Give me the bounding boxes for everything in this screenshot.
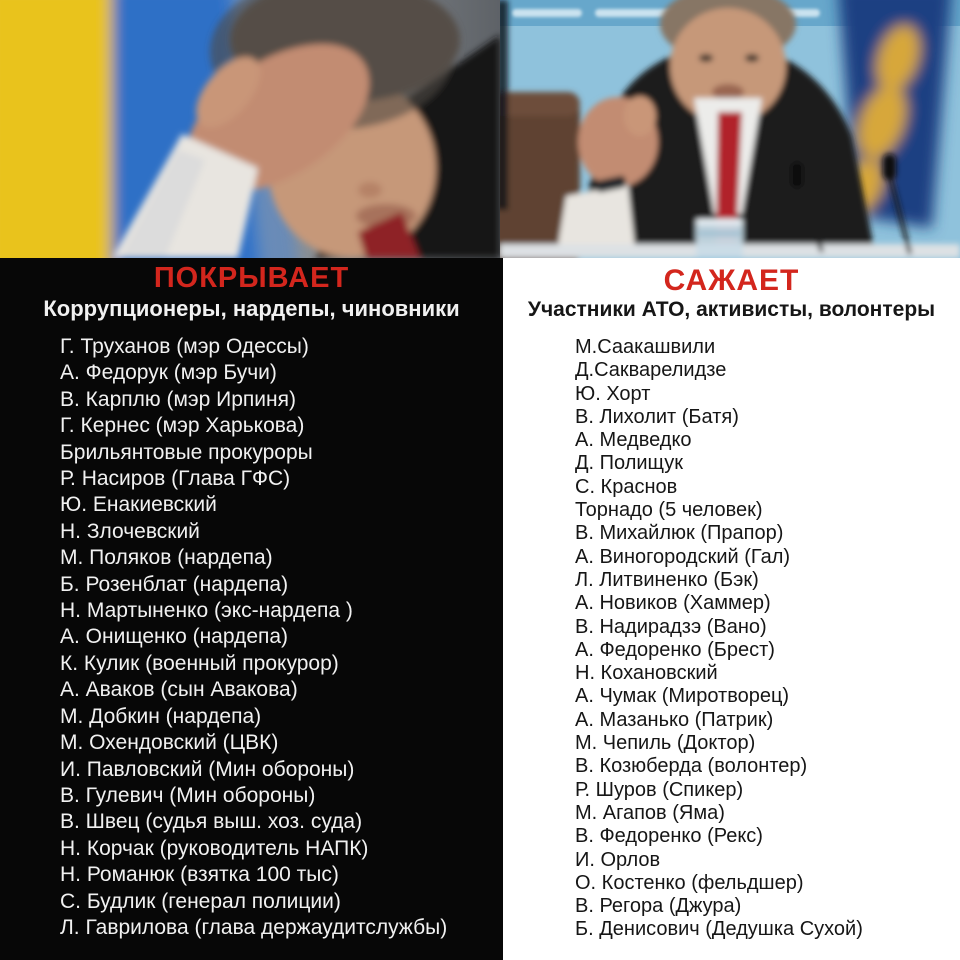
left-panel-subtitle: Коррупционеры, нардепы, чиновники [43,296,460,321]
list-item: Б. Розенблат (нардепа) [60,572,289,596]
list-item: В. Михайлюк (Прапор) [575,522,784,545]
list-item: В. Надирадзэ (Вано) [575,615,767,638]
list-item: О. Костенко (фельдшер) [575,871,804,894]
list-item: Л. Гаврилова (глава держаудитслужбы) [60,915,448,939]
list-item: А. Виногородский (Гал) [575,545,791,568]
right-panel-subtitle: Участники АТО, активисты, волонтеры [527,298,936,321]
list-item: А. Медведко [575,429,692,452]
list-item: А. Чумак (Миротворец) [575,685,790,708]
list-item: А. Федорук (мэр Бучи) [60,361,277,385]
list-item: В. Лихолит (Батя) [575,405,739,428]
list-item: В. Козюберда (волонтер) [575,755,808,778]
list-item: Д.Сакварелидзе [575,359,727,382]
left-panel-title: ПОКРЫВАЕТ [153,262,350,294]
list-item: Ю. Енакиевский [60,493,217,517]
list-item: М. Охендовский (ЦВК) [60,731,279,755]
list-item: Н. Корчак (руководитель НАПК) [60,836,369,860]
list-item: И. Орлов [575,848,661,871]
list-item: А. Мазанько (Патрик) [575,708,774,731]
right-panel-title: САЖАЕТ [663,264,800,297]
right-people-list [575,336,863,942]
list-item: М.Саакашвили [575,336,716,358]
list-item: Торнадо (5 человек) [575,499,763,522]
poroshenko-press-conference-photo [500,0,960,258]
list-item: М. Поляков (нардепа) [60,546,273,570]
left-panel [0,258,503,960]
list-item: Д. Полищук [575,452,683,475]
list-item: Брильянтовые прокуроры [60,440,313,464]
list-item: Г. Кернес (мэр Харькова) [60,414,305,438]
list-item: Г. Труханов (мэр Одессы) [60,335,309,358]
list-item: А. Онищенко (нардепа) [60,625,289,649]
list-item: М. Добкин (нардепа) [60,704,262,728]
list-item: В. Регора (Джура) [575,895,742,918]
list-item: Б. Денисович (Дедушка Сухой) [575,918,863,941]
list-item: А. Аваков (сын Авакова) [60,678,298,702]
list-item: В. Швец (судья выш. хоз. суда) [60,810,363,834]
list-item: Р. Шуров (Спикер) [575,778,744,801]
poroshenko-facepalm-photo [0,0,500,258]
list-item: А. Федоренко (Брест) [575,638,775,661]
list-item: Н. Кохановский [575,662,718,685]
list-item: М. Агапов (Яма) [575,801,725,824]
list-item: Н. Злочевский [60,519,200,543]
list-item: С. Будлик (генерал полиции) [60,889,341,913]
list-item: С. Краснов [575,475,678,498]
list-item: К. Кулик (военный прокурор) [60,651,339,675]
right-photo [500,0,960,258]
list-item: Н. Романюк (взятка 100 тыс) [60,863,339,887]
list-item: В. Федоренко (Рекс) [575,825,763,848]
list-item: Н. Мартыненко (экс-нардепа ) [60,599,353,623]
right-panel [503,258,960,960]
list-item: А. Новиков (Хаммер) [575,592,771,615]
list-item: В. Гулевич (Мин обороны) [60,783,316,807]
list-item: Р. Насиров (Глава ГФС) [60,467,291,491]
list-item: Ю. Хорт [575,382,651,405]
list-item: Л. Литвиненко (Бэк) [575,568,759,591]
left-people-list [60,334,447,941]
list-item: И. Павловский (Мин обороны) [60,757,355,781]
left-photo [0,0,500,258]
list-item: В. Карплю (мэр Ирпиня) [60,387,296,411]
list-item: М. Чепиль (Доктор) [575,732,756,755]
